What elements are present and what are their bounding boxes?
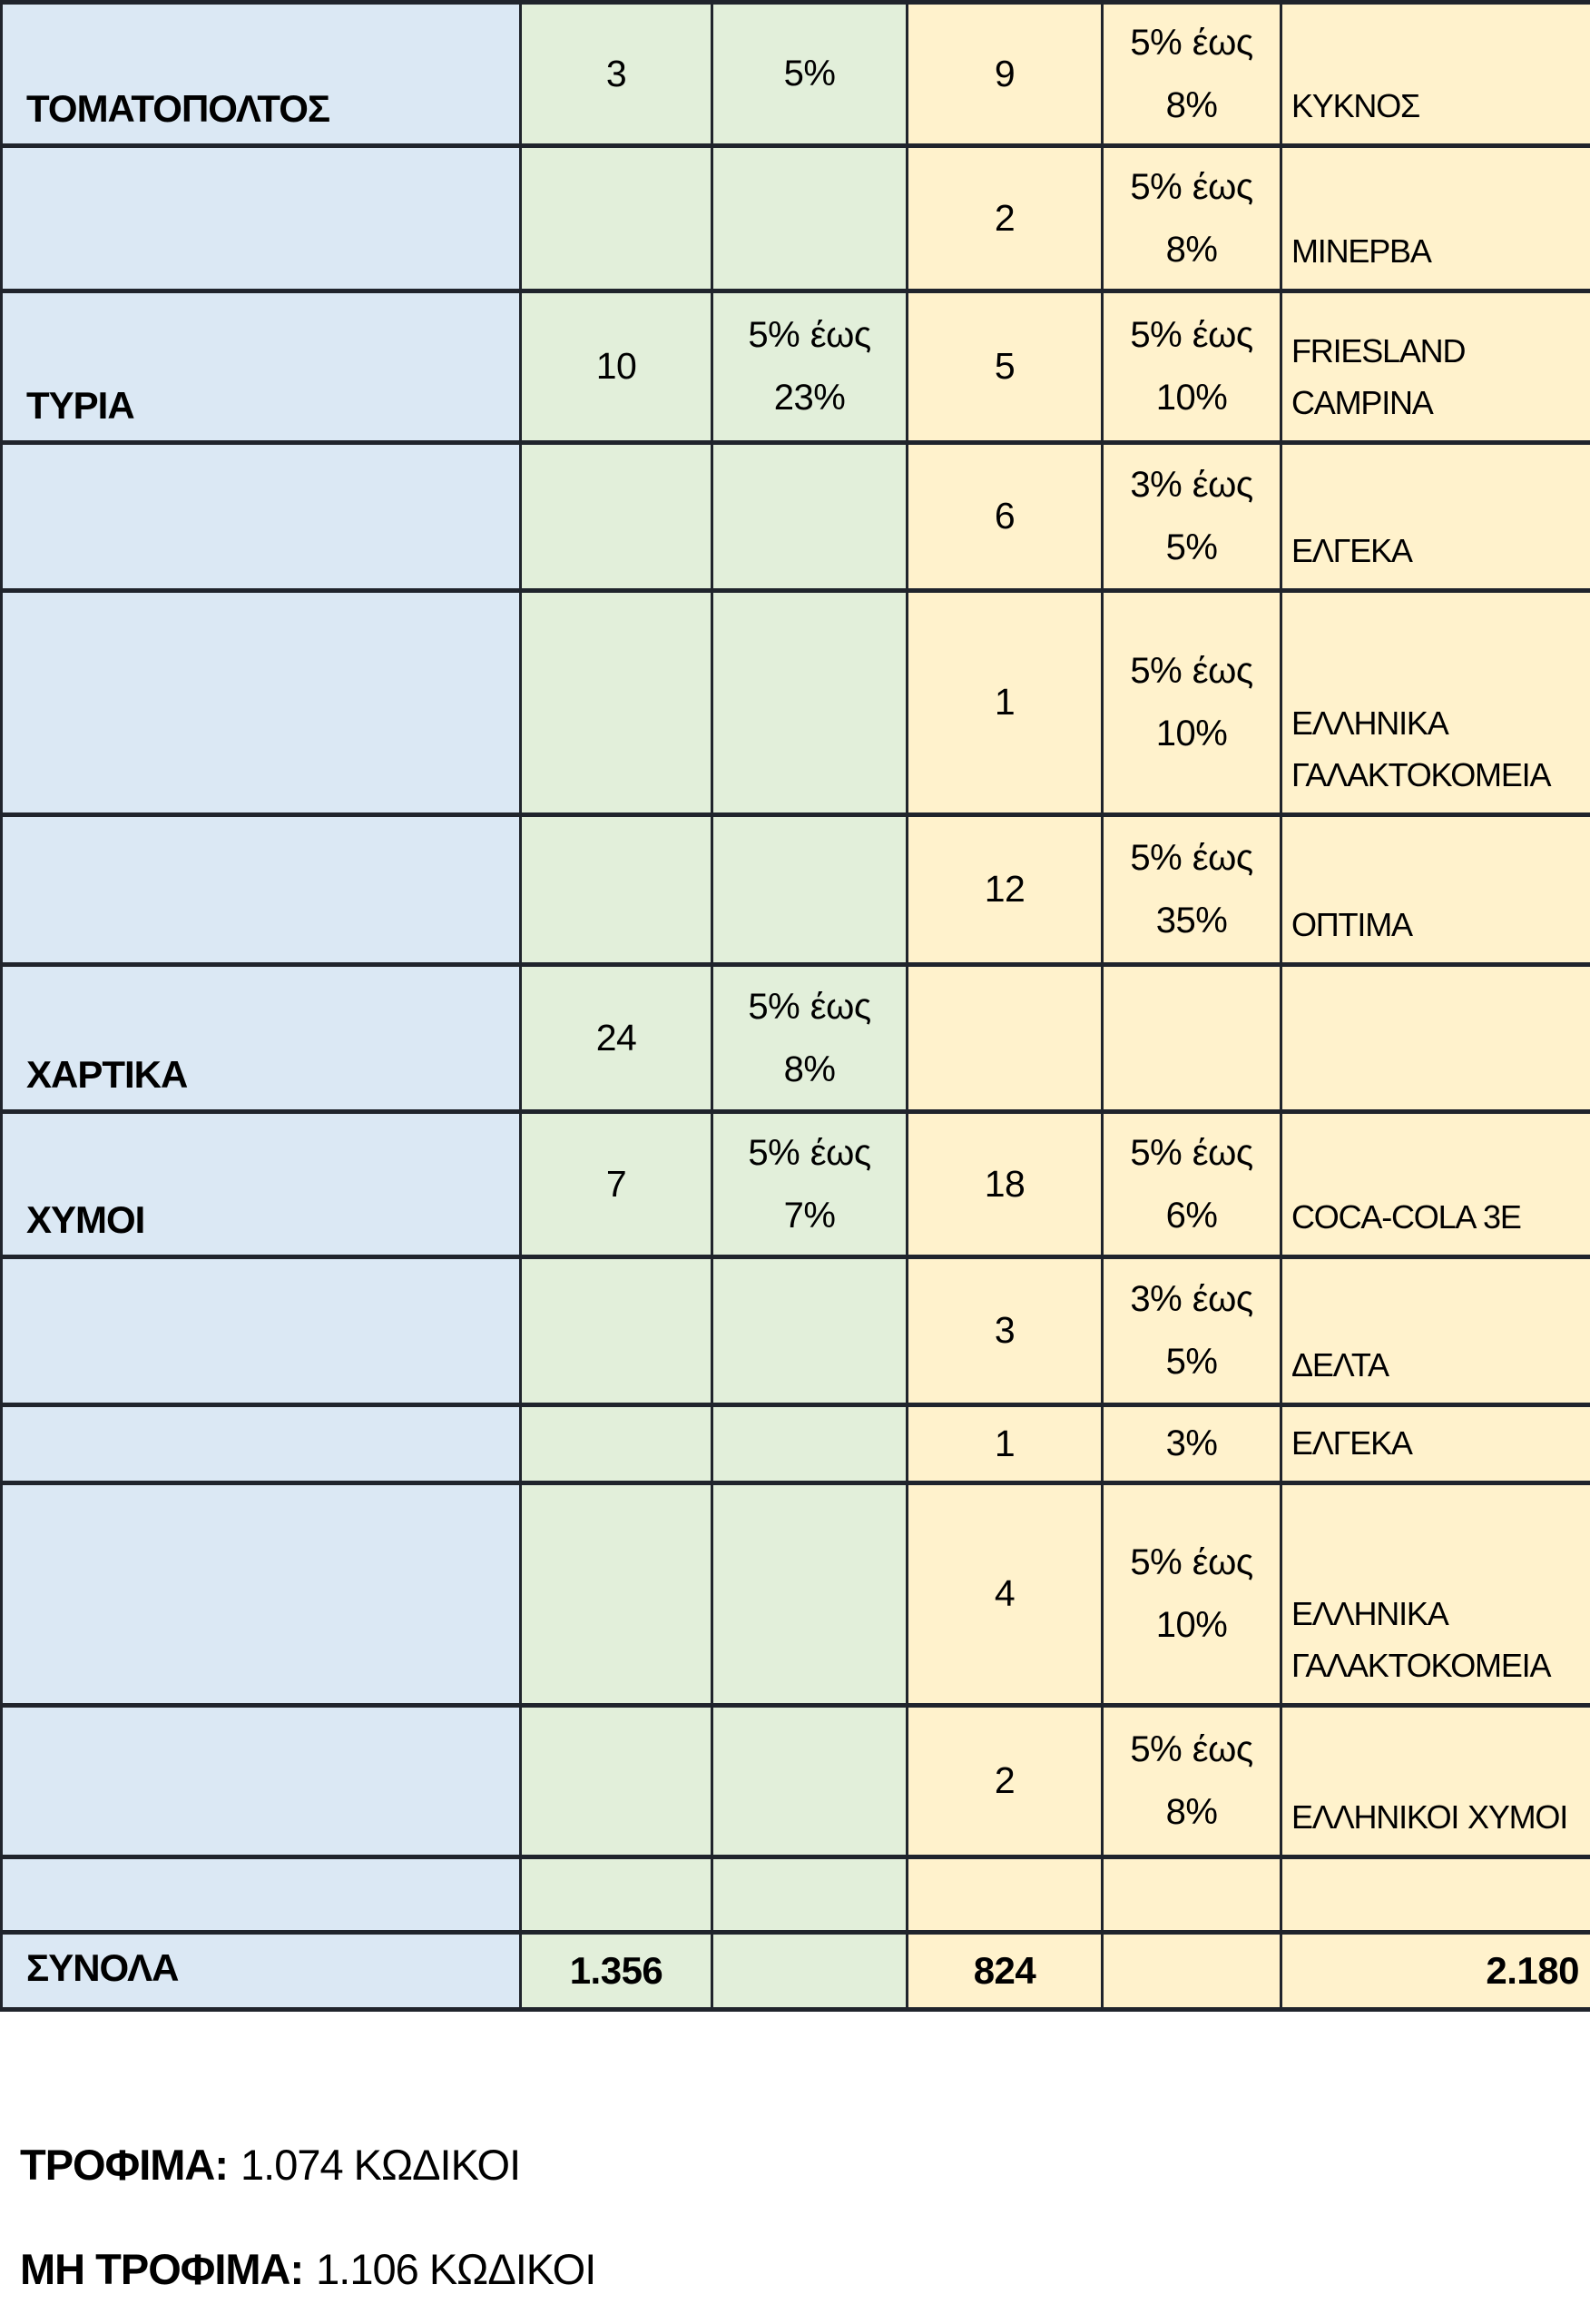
totals-supplier-count: 824: [908, 1932, 1103, 2009]
nonfood-codes-label: ΜΗ ΤΡΟΦΙΜΑ:: [20, 2245, 304, 2294]
table-row: [2, 965, 1590, 1112]
supplier-range-cell: 5% έως 10%: [1103, 591, 1281, 815]
totals-food-count: 1.356: [521, 1932, 712, 2009]
supplier-count-cell: 1: [908, 591, 1103, 815]
food-range-cell: [712, 1405, 908, 1483]
category-cell: [2, 1705, 521, 1856]
supplier-count-cell: 2: [908, 1705, 1103, 1856]
supplier-name-cell: FRIESLAND CAMPINA: [1281, 291, 1590, 443]
supplier-name-cell: ΕΛΓΕΚΑ: [1281, 443, 1590, 591]
category-cell: [2, 591, 521, 815]
supplier-range-cell: 5% έως 8%: [1103, 3, 1281, 146]
supplier-range-cell: 5% έως 8%: [1103, 1705, 1281, 1856]
category-cell: ΧΥΜΟΙ: [2, 1112, 521, 1257]
supplier-count-cell: 12: [908, 815, 1103, 965]
food-count-cell: [521, 591, 712, 815]
food-range-cell: [712, 443, 908, 591]
food-codes-note: [20, 2142, 1590, 2189]
food-codes-value: 1.074 ΚΩΔΙΚΟΙ: [240, 2140, 521, 2189]
food-count-cell: 24: [521, 965, 712, 1112]
food-range-cell: 5% έως 7%: [712, 1112, 908, 1257]
supplier-count-cell: 9: [908, 3, 1103, 146]
food-range-cell: 5%: [712, 3, 908, 146]
table-row: [2, 1257, 1590, 1405]
food-range-cell: [712, 1257, 908, 1405]
category-cell: [2, 443, 521, 591]
supplier-range-cell: 3%: [1103, 1405, 1281, 1483]
supplier-count-cell: [908, 965, 1103, 1112]
supplier-name-cell: COCA-COLA 3E: [1281, 1112, 1590, 1257]
supplier-name-cell: [1281, 965, 1590, 1112]
table-row: [2, 1405, 1590, 1483]
supplier-range-cell: 5% έως 35%: [1103, 815, 1281, 965]
supplier-count-cell: 6: [908, 443, 1103, 591]
food-range-cell: [712, 146, 908, 291]
ranges-table-body: [2, 3, 1590, 1933]
table-row: [2, 1705, 1590, 1856]
table-row: [2, 1856, 1590, 1932]
food-count-cell: [521, 443, 712, 591]
supplier-range-cell: [1103, 965, 1281, 1112]
food-range-cell: [712, 1856, 908, 1932]
supplier-range-cell: [1103, 1856, 1281, 1932]
food-count-cell: [521, 815, 712, 965]
food-count-cell: 7: [521, 1112, 712, 1257]
totals-food-range: [712, 1932, 908, 2009]
supplier-range-cell: 3% έως 5%: [1103, 1257, 1281, 1405]
totals-grand-total: 2.180: [1281, 1932, 1590, 2009]
table-row: [2, 146, 1590, 291]
table-row: [2, 1482, 1590, 1705]
supplier-count-cell: 4: [908, 1482, 1103, 1705]
supplier-name-cell: ΕΛΛΗΝΙΚΟΙ ΧΥΜΟΙ: [1281, 1705, 1590, 1856]
category-cell: [2, 1856, 521, 1932]
category-cell: [2, 1257, 521, 1405]
food-count-cell: [521, 1482, 712, 1705]
nonfood-codes-value: 1.106 ΚΩΔΙΚΟΙ: [316, 2245, 596, 2294]
supplier-count-cell: 5: [908, 291, 1103, 443]
supplier-name-cell: ΚΥΚΝΟΣ: [1281, 3, 1590, 146]
category-cell: ΤΥΡΙΑ: [2, 291, 521, 443]
category-cell: [2, 146, 521, 291]
nonfood-codes-note: [20, 2246, 1590, 2293]
table-row: [2, 3, 1590, 146]
food-count-cell: [521, 1405, 712, 1483]
supplier-name-cell: [1281, 1856, 1590, 1932]
supplier-name-cell: ΜΙΝΕΡΒΑ: [1281, 146, 1590, 291]
supplier-name-cell: ΔΕΛΤΑ: [1281, 1257, 1590, 1405]
supplier-count-cell: [908, 1856, 1103, 1932]
food-count-cell: [521, 1257, 712, 1405]
supplier-count-cell: 3: [908, 1257, 1103, 1405]
table-row: [2, 815, 1590, 965]
food-range-cell: 5% έως 23%: [712, 291, 908, 443]
food-count-cell: [521, 1856, 712, 1932]
supplier-count-cell: 2: [908, 146, 1103, 291]
food-range-cell: [712, 591, 908, 815]
category-cell: ΤΟΜΑΤΟΠΟΛΤΟΣ: [2, 3, 521, 146]
table-row: [2, 591, 1590, 815]
food-count-cell: [521, 146, 712, 291]
food-codes-label: ΤΡΟΦΙΜΑ:: [20, 2140, 228, 2189]
summary-notes: [20, 2142, 1590, 2293]
food-range-cell: [712, 1482, 908, 1705]
totals-row: [2, 1932, 1590, 2009]
food-count-cell: [521, 1705, 712, 1856]
supplier-range-cell: 5% έως 10%: [1103, 291, 1281, 443]
table-row: [2, 443, 1590, 591]
food-range-cell: 5% έως 8%: [712, 965, 908, 1112]
category-cell: [2, 1482, 521, 1705]
supplier-range-cell: 5% έως 8%: [1103, 146, 1281, 291]
table-row: [2, 1112, 1590, 1257]
supplier-range-cell: 3% έως 5%: [1103, 443, 1281, 591]
category-cell: [2, 1405, 521, 1483]
supplier-name-cell: ΕΛΛΗΝΙΚΑ ΓΑΛΑΚΤΟΚΟΜΕΙΑ: [1281, 591, 1590, 815]
food-range-cell: [712, 1705, 908, 1856]
totals-supplier-range: [1103, 1932, 1281, 2009]
food-range-cell: [712, 815, 908, 965]
totals-label: ΣΥΝΟΛΑ: [2, 1932, 521, 2009]
supplier-range-cell: 5% έως 6%: [1103, 1112, 1281, 1257]
supplier-count-cell: 1: [908, 1405, 1103, 1483]
supplier-range-cell: 5% έως 10%: [1103, 1482, 1281, 1705]
supplier-count-cell: 18: [908, 1112, 1103, 1257]
table-row: [2, 291, 1590, 443]
supplier-name-cell: ΕΛΛΗΝΙΚΑ ΓΑΛΑΚΤΟΚΟΜΕΙΑ: [1281, 1482, 1590, 1705]
food-count-cell: 3: [521, 3, 712, 146]
food-count-cell: 10: [521, 291, 712, 443]
category-cell: ΧΑΡΤΙΚΑ: [2, 965, 521, 1112]
category-cell: [2, 815, 521, 965]
supplier-name-cell: ΟΠΤΙΜΑ: [1281, 815, 1590, 965]
supplier-name-cell: ΕΛΓΕΚΑ: [1281, 1405, 1590, 1483]
